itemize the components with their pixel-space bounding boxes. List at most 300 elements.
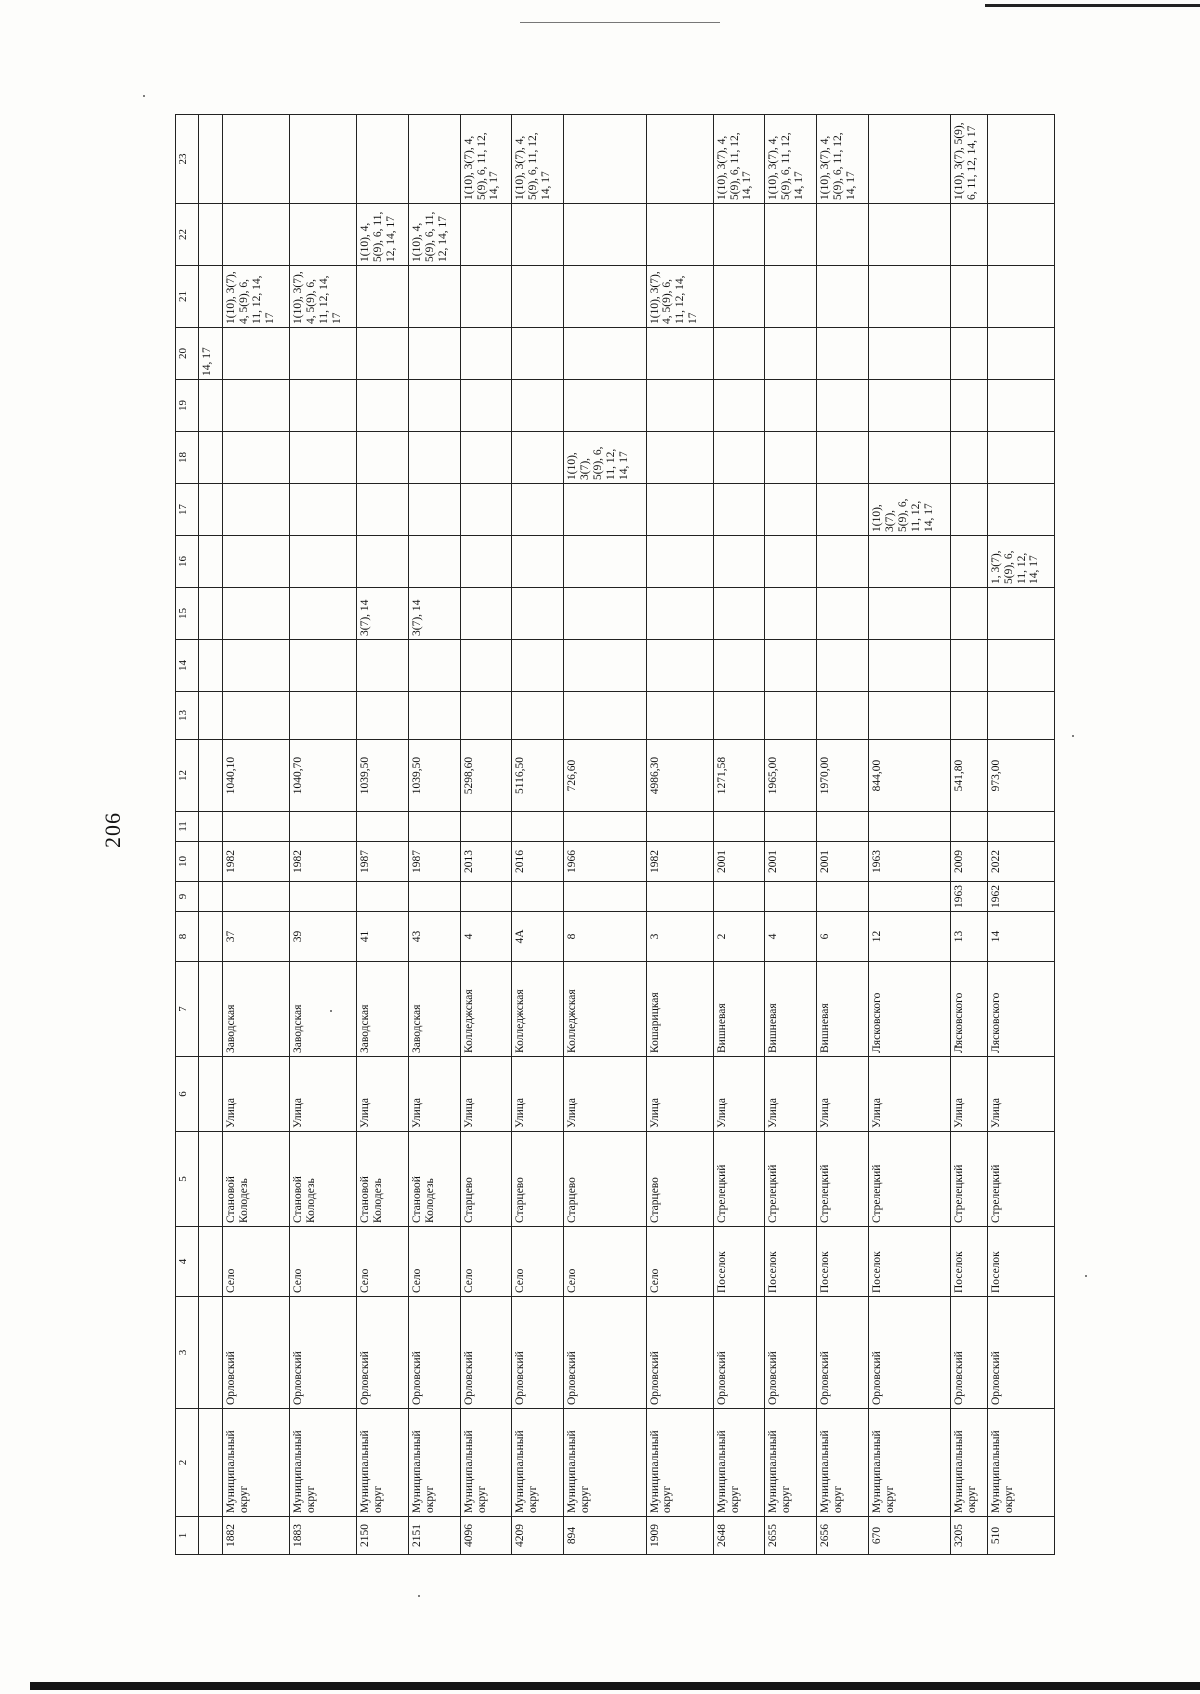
cell-col-4: Село xyxy=(290,1227,357,1297)
column-number: 4 xyxy=(176,1227,199,1297)
cell-col-13 xyxy=(951,692,988,740)
head-note-cell xyxy=(199,1132,223,1227)
cell-col-8: 13 xyxy=(951,912,988,962)
cell-col-7: Лясковского xyxy=(951,962,988,1057)
cell-col-6: Улица xyxy=(951,1057,988,1132)
cell-col-1: 2648 xyxy=(713,1517,765,1555)
cell-col-1: 670 xyxy=(869,1517,951,1555)
column-number: 7 xyxy=(176,962,199,1057)
cell-col-15 xyxy=(290,588,357,640)
cell-col-20 xyxy=(713,328,765,380)
cell-col-22 xyxy=(817,204,869,266)
cell-col-2: Муниципальный округ xyxy=(357,1409,409,1517)
cell-col-18 xyxy=(290,432,357,484)
cell-col-14 xyxy=(987,640,1054,692)
column-number: 1 xyxy=(176,1517,199,1555)
cell-col-8: 43 xyxy=(408,912,460,962)
head-note-cell xyxy=(199,842,223,882)
cell-col-20 xyxy=(290,328,357,380)
cell-col-11 xyxy=(987,812,1054,842)
cell-col-1: 894 xyxy=(564,1517,646,1555)
cell-col-15 xyxy=(987,588,1054,640)
cell-col-9 xyxy=(357,882,409,912)
cell-col-21: 1(10), 3(7), 4, 5(9), 6, 11, 12, 14, 17 xyxy=(290,266,357,328)
cell-col-8: 37 xyxy=(223,912,290,962)
cell-col-18 xyxy=(765,432,817,484)
cell-col-22 xyxy=(564,204,646,266)
cell-col-5: Становой Колодезь xyxy=(223,1132,290,1227)
cell-col-9 xyxy=(460,882,512,912)
cell-col-16 xyxy=(765,536,817,588)
head-note-cell xyxy=(199,912,223,962)
table-row xyxy=(765,115,817,1555)
head-note-cell xyxy=(199,204,223,266)
cell-col-20 xyxy=(564,328,646,380)
column-number: 14 xyxy=(176,640,199,692)
cell-col-20 xyxy=(765,328,817,380)
cell-col-1: 510 xyxy=(987,1517,1054,1555)
cell-col-16 xyxy=(290,536,357,588)
cell-col-2: Муниципальный округ xyxy=(987,1409,1054,1517)
cell-col-12: 4986,30 xyxy=(646,740,713,812)
cell-col-17 xyxy=(713,484,765,536)
cell-col-13 xyxy=(765,692,817,740)
cell-col-11 xyxy=(869,812,951,842)
cell-col-21 xyxy=(987,266,1054,328)
head-note-cell xyxy=(199,692,223,740)
cell-col-18 xyxy=(357,432,409,484)
cell-col-7: Кошарицкая xyxy=(646,962,713,1057)
column-number: 12 xyxy=(176,740,199,812)
cell-col-14 xyxy=(408,640,460,692)
table-row xyxy=(512,115,564,1555)
cell-col-9 xyxy=(713,882,765,912)
cell-col-21 xyxy=(512,266,564,328)
head-note-cell xyxy=(199,1057,223,1132)
cell-col-1: 2656 xyxy=(817,1517,869,1555)
column-number: 16 xyxy=(176,536,199,588)
cell-col-4: Поселок xyxy=(869,1227,951,1297)
cell-col-2: Муниципальный округ xyxy=(564,1409,646,1517)
cell-col-6: Улица xyxy=(512,1057,564,1132)
cell-col-11 xyxy=(765,812,817,842)
cell-col-1: 1909 xyxy=(646,1517,713,1555)
column-number: 13 xyxy=(176,692,199,740)
cell-col-7: Колледжская xyxy=(512,962,564,1057)
cell-col-4: Поселок xyxy=(987,1227,1054,1297)
cell-col-13 xyxy=(817,692,869,740)
cell-col-18 xyxy=(951,432,988,484)
head-note-row xyxy=(199,115,223,1555)
cell-col-5: Стрелецкий xyxy=(987,1132,1054,1227)
cell-col-21 xyxy=(951,266,988,328)
cell-col-12: 1965,00 xyxy=(765,740,817,812)
address-register-table xyxy=(175,114,1055,1555)
cell-col-8: 4А xyxy=(512,912,564,962)
cell-col-4: Поселок xyxy=(817,1227,869,1297)
cell-col-18 xyxy=(408,432,460,484)
cell-col-1: 3205 xyxy=(951,1517,988,1555)
column-number: 22 xyxy=(176,204,199,266)
cell-col-4: Поселок xyxy=(713,1227,765,1297)
cell-col-18 xyxy=(223,432,290,484)
cell-col-19 xyxy=(765,380,817,432)
cell-col-13 xyxy=(713,692,765,740)
cell-col-22 xyxy=(987,204,1054,266)
cell-col-6: Улица xyxy=(646,1057,713,1132)
cell-col-19 xyxy=(290,380,357,432)
cell-col-16 xyxy=(951,536,988,588)
column-number: 9 xyxy=(176,882,199,912)
cell-col-10: 2022 xyxy=(987,842,1054,882)
cell-col-10: 1963 xyxy=(869,842,951,882)
cell-col-13 xyxy=(564,692,646,740)
cell-col-23: 1(10), 3(7), 4, 5(9), 6, 11, 12, 14, 17 xyxy=(765,115,817,204)
cell-col-11 xyxy=(512,812,564,842)
cell-col-6: Улица xyxy=(290,1057,357,1132)
cell-col-23 xyxy=(987,115,1054,204)
cell-col-17: 1(10), 3(7), 5(9), 6, 11, 12, 14, 17 xyxy=(869,484,951,536)
cell-col-4: Село xyxy=(460,1227,512,1297)
cell-col-21: 1(10), 3(7), 4, 5(9), 6, 11, 12, 14, 17 xyxy=(223,266,290,328)
cell-col-6: Улица xyxy=(357,1057,409,1132)
cell-col-14 xyxy=(713,640,765,692)
cell-col-22 xyxy=(869,204,951,266)
cell-col-22 xyxy=(290,204,357,266)
cell-col-14 xyxy=(564,640,646,692)
cell-col-13 xyxy=(357,692,409,740)
head-note-cell xyxy=(199,115,223,204)
head-note-cell xyxy=(199,1297,223,1409)
cell-col-4: Село xyxy=(564,1227,646,1297)
cell-col-11 xyxy=(290,812,357,842)
cell-col-17 xyxy=(987,484,1054,536)
cell-col-19 xyxy=(564,380,646,432)
cell-col-21 xyxy=(817,266,869,328)
cell-col-13 xyxy=(646,692,713,740)
cell-col-10: 1982 xyxy=(646,842,713,882)
cell-col-16 xyxy=(460,536,512,588)
cell-col-6: Улица xyxy=(869,1057,951,1132)
cell-col-17 xyxy=(223,484,290,536)
rotated-table-container xyxy=(175,115,1055,1555)
cell-col-12: 1271,58 xyxy=(713,740,765,812)
cell-col-20 xyxy=(408,328,460,380)
cell-col-20 xyxy=(987,328,1054,380)
cell-col-8: 4 xyxy=(765,912,817,962)
scan-speck xyxy=(143,95,145,97)
head-note-cell xyxy=(199,1227,223,1297)
cell-col-15 xyxy=(512,588,564,640)
cell-col-4: Поселок xyxy=(951,1227,988,1297)
cell-col-23 xyxy=(408,115,460,204)
cell-col-9 xyxy=(512,882,564,912)
cell-col-22: 1(10), 4, 5(9), 6, 11, 12, 14, 17 xyxy=(357,204,409,266)
cell-col-8: 4 xyxy=(460,912,512,962)
cell-col-12: 1040,10 xyxy=(223,740,290,812)
cell-col-4: Село xyxy=(646,1227,713,1297)
cell-col-13 xyxy=(512,692,564,740)
cell-col-5: Старцево xyxy=(460,1132,512,1227)
cell-col-6: Улица xyxy=(223,1057,290,1132)
cell-col-17 xyxy=(817,484,869,536)
cell-col-14 xyxy=(460,640,512,692)
table-row xyxy=(357,115,409,1555)
cell-col-16: 1, 3(7), 5(9), 6, 11, 12, 14, 17 xyxy=(987,536,1054,588)
cell-col-17 xyxy=(951,484,988,536)
cell-col-5: Становой Колодезь xyxy=(357,1132,409,1227)
cell-col-18 xyxy=(869,432,951,484)
cell-col-7: Заводская xyxy=(223,962,290,1057)
cell-col-11 xyxy=(460,812,512,842)
cell-col-3: Орловский xyxy=(564,1297,646,1409)
cell-col-19 xyxy=(869,380,951,432)
cell-col-5: Стрелецкий xyxy=(951,1132,988,1227)
cell-col-14 xyxy=(817,640,869,692)
cell-col-15: 3(7), 14 xyxy=(408,588,460,640)
cell-col-12: 1040,70 xyxy=(290,740,357,812)
scan-top-rule xyxy=(985,4,1200,7)
cell-col-17 xyxy=(765,484,817,536)
column-number: 23 xyxy=(176,115,199,204)
cell-col-16 xyxy=(512,536,564,588)
cell-col-14 xyxy=(357,640,409,692)
scan-speck xyxy=(418,1595,420,1597)
cell-col-2: Муниципальный округ xyxy=(408,1409,460,1517)
head-note-cell xyxy=(199,640,223,692)
cell-col-21 xyxy=(564,266,646,328)
cell-col-18: 1(10), 3(7), 5(9), 6, 11, 12, 14, 17 xyxy=(564,432,646,484)
cell-col-15 xyxy=(951,588,988,640)
head-note-cell xyxy=(199,1409,223,1517)
scan-top-faint-rule xyxy=(520,22,720,23)
cell-col-16 xyxy=(408,536,460,588)
cell-col-7: Заводская xyxy=(290,962,357,1057)
cell-col-10: 1966 xyxy=(564,842,646,882)
cell-col-9: 1963 xyxy=(951,882,988,912)
cell-col-14 xyxy=(869,640,951,692)
cell-col-9 xyxy=(564,882,646,912)
cell-col-17 xyxy=(646,484,713,536)
cell-col-14 xyxy=(646,640,713,692)
cell-col-4: Поселок xyxy=(765,1227,817,1297)
cell-col-11 xyxy=(713,812,765,842)
table-row xyxy=(564,115,646,1555)
cell-col-12: 5298,60 xyxy=(460,740,512,812)
cell-col-20 xyxy=(951,328,988,380)
column-number: 20 xyxy=(176,328,199,380)
cell-col-17 xyxy=(460,484,512,536)
cell-col-15 xyxy=(646,588,713,640)
cell-col-16 xyxy=(357,536,409,588)
cell-col-18 xyxy=(646,432,713,484)
cell-col-13 xyxy=(408,692,460,740)
cell-col-17 xyxy=(290,484,357,536)
cell-col-17 xyxy=(512,484,564,536)
cell-col-19 xyxy=(357,380,409,432)
cell-col-10: 2009 xyxy=(951,842,988,882)
column-number: 2 xyxy=(176,1409,199,1517)
table-row xyxy=(713,115,765,1555)
cell-col-7: Вишневая xyxy=(765,962,817,1057)
column-number: 6 xyxy=(176,1057,199,1132)
cell-col-10: 2001 xyxy=(765,842,817,882)
cell-col-20 xyxy=(357,328,409,380)
cell-col-20 xyxy=(869,328,951,380)
cell-col-9 xyxy=(223,882,290,912)
cell-col-7: Колледжская xyxy=(564,962,646,1057)
cell-col-3: Орловский xyxy=(987,1297,1054,1409)
cell-col-3: Орловский xyxy=(765,1297,817,1409)
column-number: 11 xyxy=(176,812,199,842)
cell-col-5: Старцево xyxy=(512,1132,564,1227)
cell-col-15 xyxy=(765,588,817,640)
cell-col-2: Муниципальный округ xyxy=(223,1409,290,1517)
cell-col-12: 844,00 xyxy=(869,740,951,812)
cell-col-21 xyxy=(460,266,512,328)
head-note-cell xyxy=(199,266,223,328)
cell-col-19 xyxy=(408,380,460,432)
head-note-cell xyxy=(199,882,223,912)
cell-col-2: Муниципальный округ xyxy=(512,1409,564,1517)
cell-col-9 xyxy=(869,882,951,912)
table-row xyxy=(987,115,1054,1555)
cell-col-18 xyxy=(987,432,1054,484)
cell-col-9 xyxy=(817,882,869,912)
column-number: 15 xyxy=(176,588,199,640)
cell-col-11 xyxy=(564,812,646,842)
cell-col-7: Заводская xyxy=(357,962,409,1057)
head-note-cell: 14, 17 xyxy=(199,328,223,380)
cell-col-23: 1(10), 3(7), 4, 5(9), 6, 11, 12, 14, 17 xyxy=(512,115,564,204)
head-note-cell xyxy=(199,484,223,536)
table-row xyxy=(817,115,869,1555)
column-number-row xyxy=(176,115,199,1555)
cell-col-3: Орловский xyxy=(869,1297,951,1409)
cell-col-22 xyxy=(223,204,290,266)
cell-col-6: Улица xyxy=(765,1057,817,1132)
cell-col-21 xyxy=(357,266,409,328)
cell-col-21 xyxy=(408,266,460,328)
cell-col-7: Вишневая xyxy=(817,962,869,1057)
cell-col-23 xyxy=(646,115,713,204)
cell-col-21 xyxy=(869,266,951,328)
cell-col-2: Муниципальный округ xyxy=(460,1409,512,1517)
cell-col-5: Стрелецкий xyxy=(713,1132,765,1227)
cell-col-2: Муниципальный округ xyxy=(869,1409,951,1517)
head-note-cell xyxy=(199,380,223,432)
cell-col-9 xyxy=(408,882,460,912)
table-row xyxy=(408,115,460,1555)
cell-col-23 xyxy=(564,115,646,204)
cell-col-5: Становой Колодезь xyxy=(408,1132,460,1227)
cell-col-2: Муниципальный округ xyxy=(646,1409,713,1517)
cell-col-8: 8 xyxy=(564,912,646,962)
cell-col-7: Заводская xyxy=(408,962,460,1057)
cell-col-12: 1039,50 xyxy=(357,740,409,812)
cell-col-10: 2001 xyxy=(713,842,765,882)
cell-col-22 xyxy=(713,204,765,266)
cell-col-11 xyxy=(646,812,713,842)
cell-col-1: 1882 xyxy=(223,1517,290,1555)
cell-col-10: 2001 xyxy=(817,842,869,882)
cell-col-8: 14 xyxy=(987,912,1054,962)
column-number: 17 xyxy=(176,484,199,536)
cell-col-9 xyxy=(290,882,357,912)
cell-col-21: 1(10), 3(7), 4, 5(9), 6, 11, 12, 14, 17 xyxy=(646,266,713,328)
cell-col-3: Орловский xyxy=(512,1297,564,1409)
head-note-cell xyxy=(199,740,223,812)
cell-col-22: 1(10), 4, 5(9), 6, 11, 12, 14, 17 xyxy=(408,204,460,266)
column-number: 18 xyxy=(176,432,199,484)
cell-col-11 xyxy=(223,812,290,842)
table-row xyxy=(460,115,512,1555)
cell-col-12: 726,60 xyxy=(564,740,646,812)
cell-col-23: 1(10), 3(7), 5(9), 6, 11, 12, 14, 17 xyxy=(951,115,988,204)
cell-col-2: Муниципальный округ xyxy=(713,1409,765,1517)
cell-col-6: Улица xyxy=(713,1057,765,1132)
cell-col-18 xyxy=(713,432,765,484)
cell-col-16 xyxy=(564,536,646,588)
cell-col-7: Вишневая xyxy=(713,962,765,1057)
table-row xyxy=(951,115,988,1555)
cell-col-10: 1987 xyxy=(357,842,409,882)
cell-col-20 xyxy=(817,328,869,380)
cell-col-3: Орловский xyxy=(646,1297,713,1409)
cell-col-1: 4096 xyxy=(460,1517,512,1555)
cell-col-15 xyxy=(817,588,869,640)
cell-col-15: 3(7), 14 xyxy=(357,588,409,640)
cell-col-10: 1982 xyxy=(290,842,357,882)
cell-col-16 xyxy=(713,536,765,588)
cell-col-15 xyxy=(223,588,290,640)
cell-col-8: 6 xyxy=(817,912,869,962)
cell-col-7: Лясковского xyxy=(987,962,1054,1057)
cell-col-11 xyxy=(408,812,460,842)
cell-col-23 xyxy=(223,115,290,204)
cell-col-3: Орловский xyxy=(408,1297,460,1409)
cell-col-10: 1982 xyxy=(223,842,290,882)
cell-col-23: 1(10), 3(7), 4, 5(9), 6, 11, 12, 14, 17 xyxy=(460,115,512,204)
cell-col-23: 1(10), 3(7), 4, 5(9), 6, 11, 12, 14, 17 xyxy=(817,115,869,204)
cell-col-22 xyxy=(951,204,988,266)
table-row xyxy=(290,115,357,1555)
cell-col-15 xyxy=(460,588,512,640)
cell-col-8: 12 xyxy=(869,912,951,962)
cell-col-21 xyxy=(713,266,765,328)
cell-col-3: Орловский xyxy=(951,1297,988,1409)
cell-col-12: 1039,50 xyxy=(408,740,460,812)
cell-col-7: Лясковского xyxy=(869,962,951,1057)
head-note-cell xyxy=(199,432,223,484)
cell-col-1: 2151 xyxy=(408,1517,460,1555)
cell-col-12: 1970,00 xyxy=(817,740,869,812)
cell-col-20 xyxy=(512,328,564,380)
cell-col-20 xyxy=(460,328,512,380)
head-note-cell xyxy=(199,588,223,640)
cell-col-18 xyxy=(512,432,564,484)
column-number: 5 xyxy=(176,1132,199,1227)
cell-col-13 xyxy=(223,692,290,740)
cell-col-3: Орловский xyxy=(817,1297,869,1409)
cell-col-14 xyxy=(290,640,357,692)
cell-col-2: Муниципальный округ xyxy=(765,1409,817,1517)
cell-col-16 xyxy=(869,536,951,588)
cell-col-23 xyxy=(290,115,357,204)
cell-col-17 xyxy=(408,484,460,536)
cell-col-14 xyxy=(223,640,290,692)
cell-col-19 xyxy=(512,380,564,432)
